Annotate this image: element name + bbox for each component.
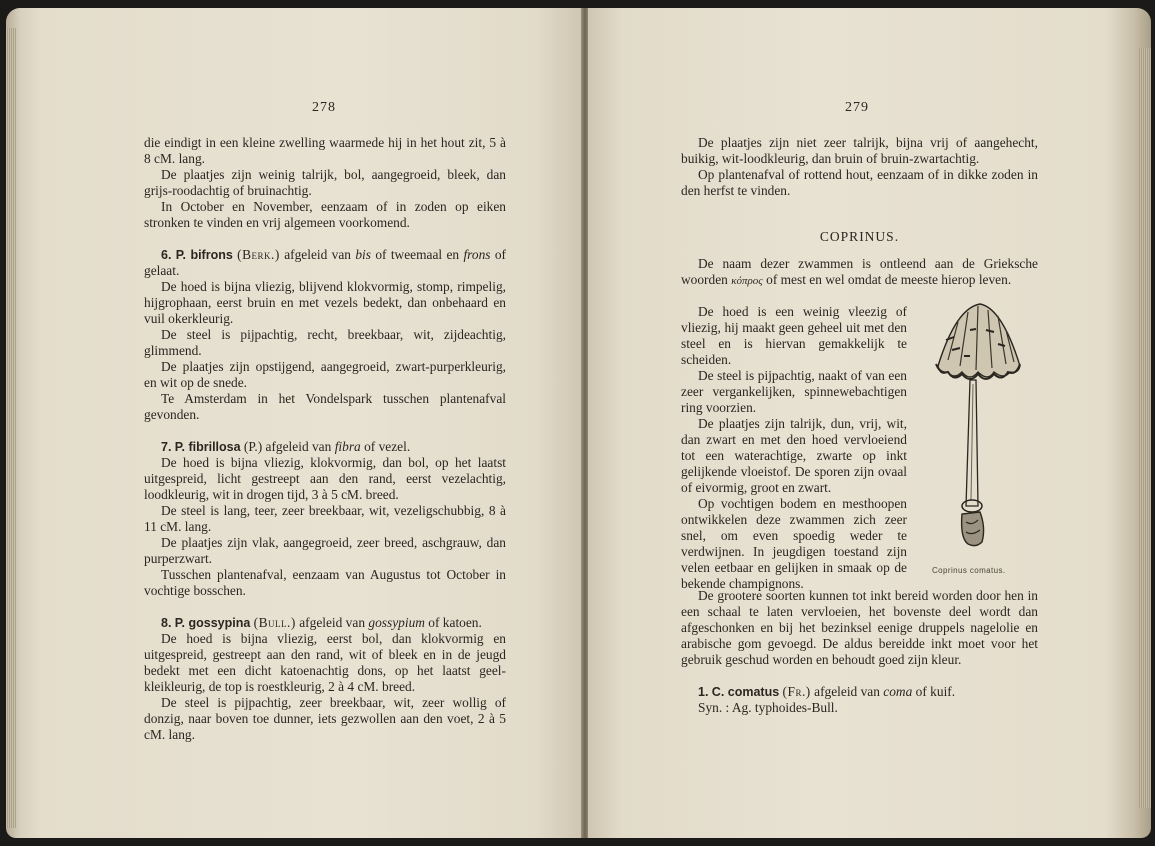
species-heading-8: 8. P. gossypina (Bull.) afgeleid van gossypium of katoen. (161, 615, 482, 630)
right-text-bottom (681, 588, 1038, 716)
paragraph: die eindigt in een kleine zwelling waarmede hij in het hout zit, 5 à 8 cM. lang. (144, 135, 506, 166)
paragraph: De plaatjes zijn vlak, aangegroeid, zeer breed, aschgrauw, dan purperzwart. (144, 535, 506, 566)
page-number-right: 279 (845, 100, 869, 115)
paragraph: Op vochtigen bodem en mesthoopen ontwikkelen deze zwammen zich zeer snel, om even spoedig weder te verdwijnen. In jeugdigen toestand zijn velen eetbaar en gelijken in smaak op de bekende champignons. (681, 496, 907, 591)
coprinus-comatus-illustration (918, 300, 1038, 580)
left-text-column (144, 135, 506, 743)
species-heading-c1: 1. C. comatus (Fr.) afgeleid van coma of kuif. (698, 684, 956, 699)
left-page (6, 8, 582, 838)
left-page-edge (6, 28, 16, 828)
paragraph: In October en November, eenzaam of in zoden op eiken stronken te vinden en vrij algemeen voorkomend. (144, 199, 506, 230)
right-page (588, 8, 1151, 838)
section-title: COPRINUS. (819, 229, 900, 244)
paragraph: De hoed is bijna vliezig, klokvormig, dan bol, op het laatst uitgespreid, licht gestreept aan den rand, eerst vezelachtig, loodkleurig, wit in drogen tijd, 3 à 5 cM. breed. (144, 455, 506, 502)
paragraph: De grootere soorten kunnen tot inkt bereid worden door hen in een schaal te laten vervloeien, het bovenste deel wordt dan afgeschonken en bij het bezinksel eenige druppels nagelolie en arabische gom gevoegd. De aldus bereidde inkt moet voor het gebruik geschud worden en behoudt goed zijn kleur. (681, 588, 1038, 667)
paragraph: Te Amsterdam in het Vondelspark tusschen plantenafval gevonden. (144, 391, 506, 422)
paragraph: De plaatjes zijn weinig talrijk, bol, aangegroeid, bleek, dan grijs-roodachtig of bruinachtig. (144, 167, 506, 198)
paragraph: De steel is pijpachtig, naakt of van een zeer vergankelijken, spinnewebachtigen ring voorzien. (681, 368, 907, 415)
synonym-line: Syn. : Ag. typhoides-Bull. (698, 700, 838, 715)
paragraph: Tusschen plantenafval, eenzaam van Augustus tot October in vochtige bosschen. (144, 567, 506, 598)
paragraph: De steel is pijpachtig, zeer breekbaar, wit, zeer wollig of donzig, naar boven toe dunner, iets gezwollen aan den voet, 2 à 5 cM. lang. (144, 695, 506, 742)
paragraph: De hoed is bijna vliezig, eerst bol, dan klokvormig en uitgespreid, gestreept aan den rand, wit of bleek en in de jeugd bedekt met een dicht katoenachtig dons, op het laatst geel-kleikleurig, de top is roestkleurig, 2 à 4 cM. breed. (144, 631, 506, 694)
book-spread (6, 8, 1151, 838)
species-heading-6: 6. P. bifrons (Berk.) afgeleid van bis of tweemaal en frons of gelaat. (144, 247, 506, 278)
paragraph: De steel is lang, teer, zeer breekbaar, wit, vezeligschubbig, 8 à 11 cM. lang. (144, 503, 506, 534)
right-page-edge (1139, 48, 1151, 808)
species-heading-7: 7. P. fibrillosa (P.) afgeleid van fibra of vezel. (161, 439, 411, 454)
paragraph: De plaatjes zijn talrijk, dun, vrij, wit, dan zwart en met den hoed vervloeiend tot een waterachtige, zwarte op inkt gelijkende vloeistof. De sporen zijn ovaal of eivormig, groot en zwart. (681, 416, 907, 495)
right-intro (681, 256, 1038, 289)
paragraph: De hoed is een weinig vleezig of vliezig, hij maakt geen geheel uit met den steel en is hiervan gemakkelijk te scheiden. (681, 304, 907, 367)
page-number-left: 278 (312, 100, 336, 115)
paragraph: De plaatjes zijn niet zeer talrijk, bijna vrij of aangehecht, buikig, wit-loodkleurig, dan bruin of bruin-zwartachtig. (681, 135, 1038, 166)
paragraph: De plaatjes zijn opstijgend, aangegroeid, zwart-purperkleurig, en wit op de snede. (144, 359, 506, 390)
paragraph: De steel is pijpachtig, recht, breekbaar, wit, zijdeachtig, glimmend. (144, 327, 506, 358)
intro-paragraph: De naam dezer zwammen is ontleend aan de Grieksche woorden κόπρος of mest en wel omdat de meeste hierop leven. (681, 256, 1038, 287)
figure-caption: Coprinus comatus. (932, 566, 1006, 575)
right-wrap-column (681, 304, 907, 592)
paragraph: De hoed is bijna vliezig, blijvend klokvormig, stomp, rimpelig, hijgrophaan, eerst bruin en met vezels bedekt, dan onbehaard en vuil okerkleurig. (144, 279, 506, 326)
right-text-top (681, 135, 1038, 199)
paragraph: Op plantenafval of rottend hout, eenzaam of in dikke zoden in den herfst te vinden. (681, 167, 1038, 198)
